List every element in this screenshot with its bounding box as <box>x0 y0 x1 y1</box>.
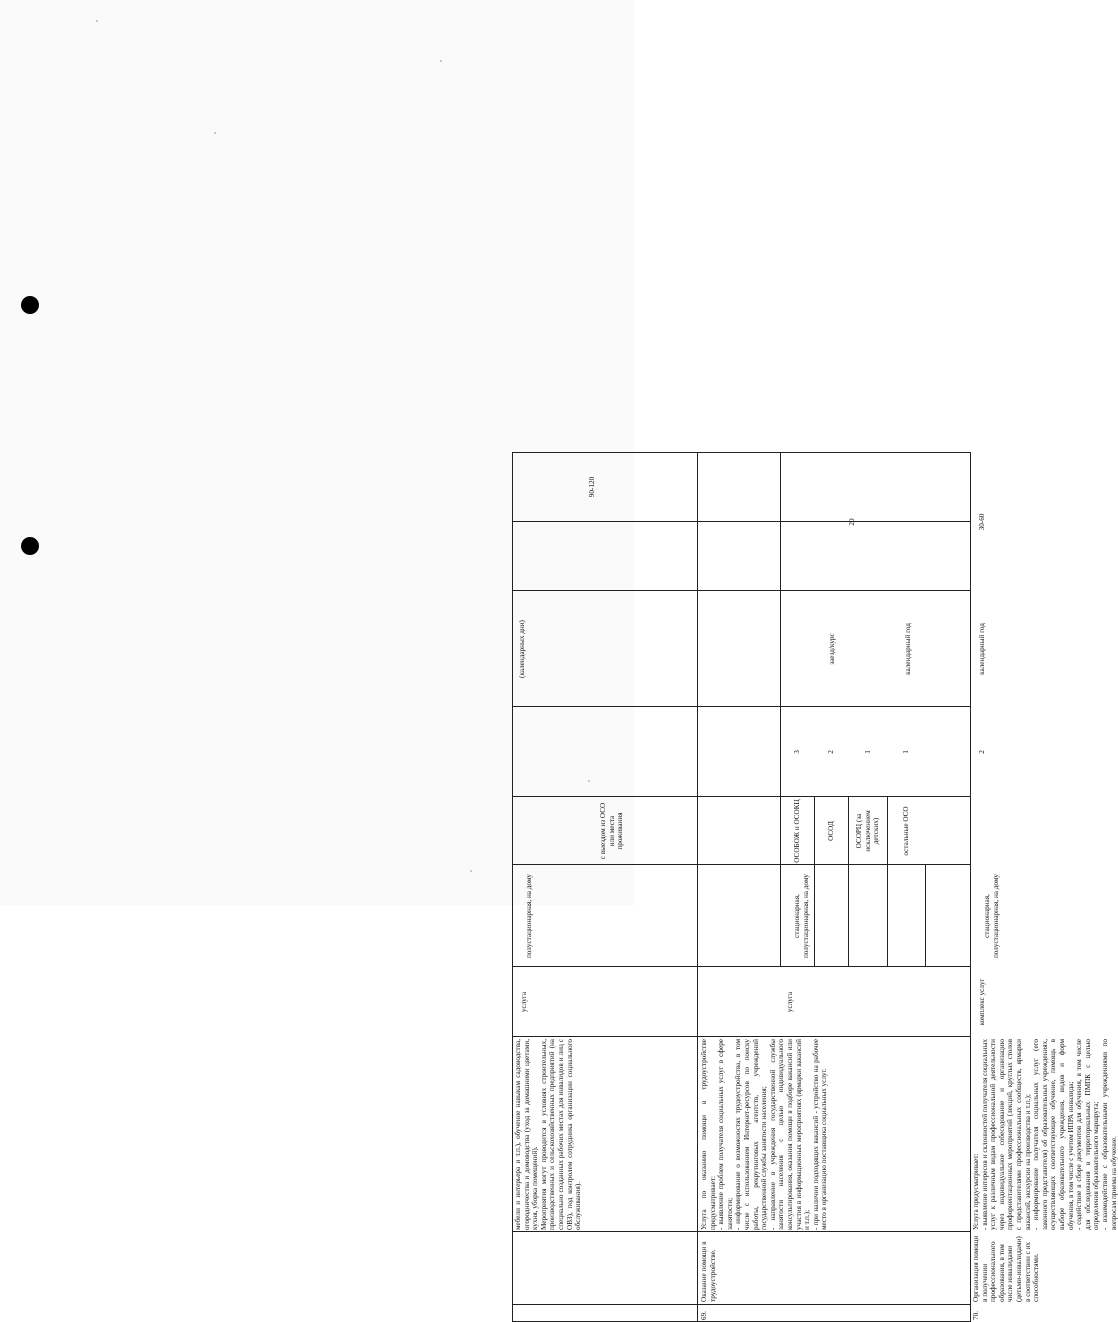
row-69-duration: 20 <box>847 518 856 526</box>
row-70-number: 70. <box>972 1311 980 1320</box>
row-69-unit: услуга <box>785 991 794 1013</box>
punch-hole-top <box>21 296 39 314</box>
row-prev-form: полустационарная, на дому <box>524 873 533 959</box>
row-69-period: заезд/курс <box>827 633 836 665</box>
row-69-count-4: 1 <box>901 750 910 754</box>
row-69-name: Оказание помощи в трудоустройстве. <box>700 1241 717 1302</box>
row-69-number: 69. <box>700 1311 708 1320</box>
row-prev-org: с выездом из ОСО или места проживания <box>599 802 625 860</box>
row-70-count-1: 2 <box>977 750 986 754</box>
row-69-count-1: 3 <box>792 750 801 754</box>
row-69-period-2: календарный год <box>903 623 912 675</box>
row-69-org-1: ОСОБОЖ и ОСОКЦ <box>792 799 801 863</box>
row-69-form: стационарная, полустационарная, на дому <box>793 873 810 959</box>
row-69-org-3: ОСОРЦ (за исключением детских) <box>855 810 881 852</box>
punch-hole-bottom <box>21 537 39 555</box>
row-69-org-4: остальные ОСО <box>901 806 910 856</box>
row-prev-unit: услуга <box>519 991 528 1013</box>
row-70-form: стационарная, полустационарная, на дому <box>983 873 1000 959</box>
row-prev-period: (календарных дни) <box>517 620 526 678</box>
row-70-period: календарный год <box>977 623 986 675</box>
row-70-unit: комплекс услуг <box>977 978 986 1026</box>
row-69-org-2: ОСОД <box>826 821 835 841</box>
row-prev-description: мебели и интерьера и т.п.), обучение навыкам садоводства, огородничества и домоводства (уход за домашними цветами, кухня, уборка помещений). Мероприятия могут проводится в условиях строительных, производственных и сельскохозяйственных предприятий (на специально созданных рабочих местах для инвалидов и лиц с ОВЗ), под контролем сотрудника организации социального обслуживания). <box>514 1039 583 1230</box>
row-69-description: Услуга по оказанию помощи в трудоустройстве предусматривает: - выявление проблем получателя социальных услуг в сфере занятости; - информирование о возможностях трудоустройства, в том числе с использованием Интернет-ресурсов по поиску работы, рекрутинговых агентств, учреждений государственной службы занятости населения; - направление в учреждения государственной службы занятости населения с целью индивидуального консультирования, оказания помощи в подборе вакансий или участия в информационных мероприятиях (ярмарки вакансий и т.п.); - при наличии подходящих вакансий - устройство на рабочее место в организацию поставщика социальных услуг. <box>700 1039 829 1230</box>
row-70-name: Организация помощи в получении профессионального образования, в том числе инвалидами (детьми-инвалидами) в соответствии с их способностями. <box>972 1235 1041 1302</box>
services-table <box>482 452 1118 1322</box>
row-69-count-3: 1 <box>863 750 872 754</box>
row-prev-duration: 90-120 <box>587 476 596 498</box>
row-70-description: Услуга предусматривает: - выявление интересов и склонностей получателя социальных услуг к различным видам профессиональной деятельности через индивидуальное собеседование и организацию профориентационных мероприятий (лекций, круглых столов с представителями профессиональных сообществ, ярмарки вакансий, экскурсии на производства и т.п.); - информирование получателя социальных услуг (его законного представителя) об образовательных учреждениях, осуществляющих соответствующее обучение, помощь в выборе образовательного учреждения, видов и форм обучения, в том числе с учетом ИПРА инвалида; - содействие в сборе документов для обучения, в том числе для обследования в территориальных ПМПК с целью определения образовательного маршрута; - взаимодействие с образовательными учреждениями по вопросам приема на обучение. <box>972 1039 1118 1230</box>
row-70-duration: 30-60 <box>977 513 986 531</box>
row-69-count-2: 2 <box>826 750 835 754</box>
